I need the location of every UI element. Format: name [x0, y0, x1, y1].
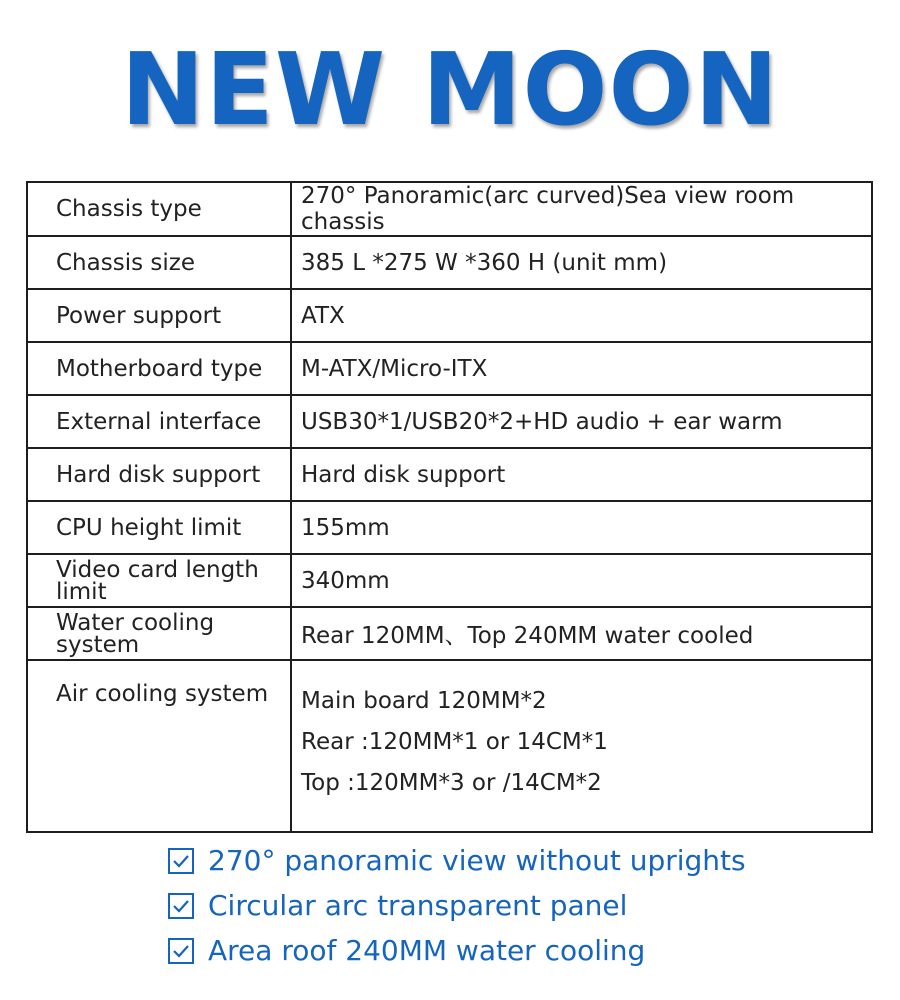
row-value: M-ATX/Micro-ITX — [291, 342, 872, 395]
feature-item — [168, 883, 746, 928]
row-label: Air cooling system — [27, 660, 291, 832]
row-value: 385 L *275 W *360 H (unit mm) — [291, 236, 872, 289]
row-label: CPU height limit — [27, 501, 291, 554]
row-label: Power support — [27, 289, 291, 342]
feature-item — [168, 838, 746, 883]
row-label: Chassis type — [27, 182, 291, 236]
row-value — [291, 660, 872, 832]
value-line: Top :120MM*3 or /14CM*2 — [301, 770, 602, 796]
row-label: Hard disk support — [27, 448, 291, 501]
feature-text: Circular arc transparent panel — [208, 889, 628, 922]
table-row — [27, 395, 872, 448]
value-line: Main board 120MM*2 — [301, 688, 547, 714]
row-value: 270° Panoramic(arc curved)Sea view room chassis — [291, 182, 872, 236]
row-value: ATX — [291, 289, 872, 342]
feature-text: Area roof 240MM water cooling — [208, 934, 646, 967]
feature-list — [168, 838, 746, 973]
row-label: Chassis size — [27, 236, 291, 289]
page-title: NEW MOON — [120, 31, 780, 148]
row-label: External interface — [27, 395, 291, 448]
row-label: Motherboard type — [27, 342, 291, 395]
row-value: Hard disk support — [291, 448, 872, 501]
table-row — [27, 289, 872, 342]
table-row — [27, 448, 872, 501]
table-row — [27, 660, 872, 832]
checkbox-checked-icon — [168, 848, 194, 874]
spec-table — [26, 181, 873, 833]
value-line: Rear :120MM*1 or 14CM*1 — [301, 729, 608, 755]
table-row — [27, 236, 872, 289]
row-label: Video card length limit — [27, 554, 291, 607]
table-row — [27, 501, 872, 554]
checkbox-checked-icon — [168, 893, 194, 919]
table-row — [27, 607, 872, 660]
table-row — [27, 342, 872, 395]
row-value: 340mm — [291, 554, 872, 607]
table-row — [27, 554, 872, 607]
feature-text: 270° panoramic view without uprights — [208, 844, 746, 877]
row-label: Water cooling system — [27, 607, 291, 660]
table-row — [27, 182, 872, 236]
row-value: 155mm — [291, 501, 872, 554]
row-value: USB30*1/USB20*2+HD audio + ear warm — [291, 395, 872, 448]
checkbox-checked-icon — [168, 938, 194, 964]
feature-item — [168, 928, 746, 973]
row-value: Rear 120MM、Top 240MM water cooled — [291, 607, 872, 660]
